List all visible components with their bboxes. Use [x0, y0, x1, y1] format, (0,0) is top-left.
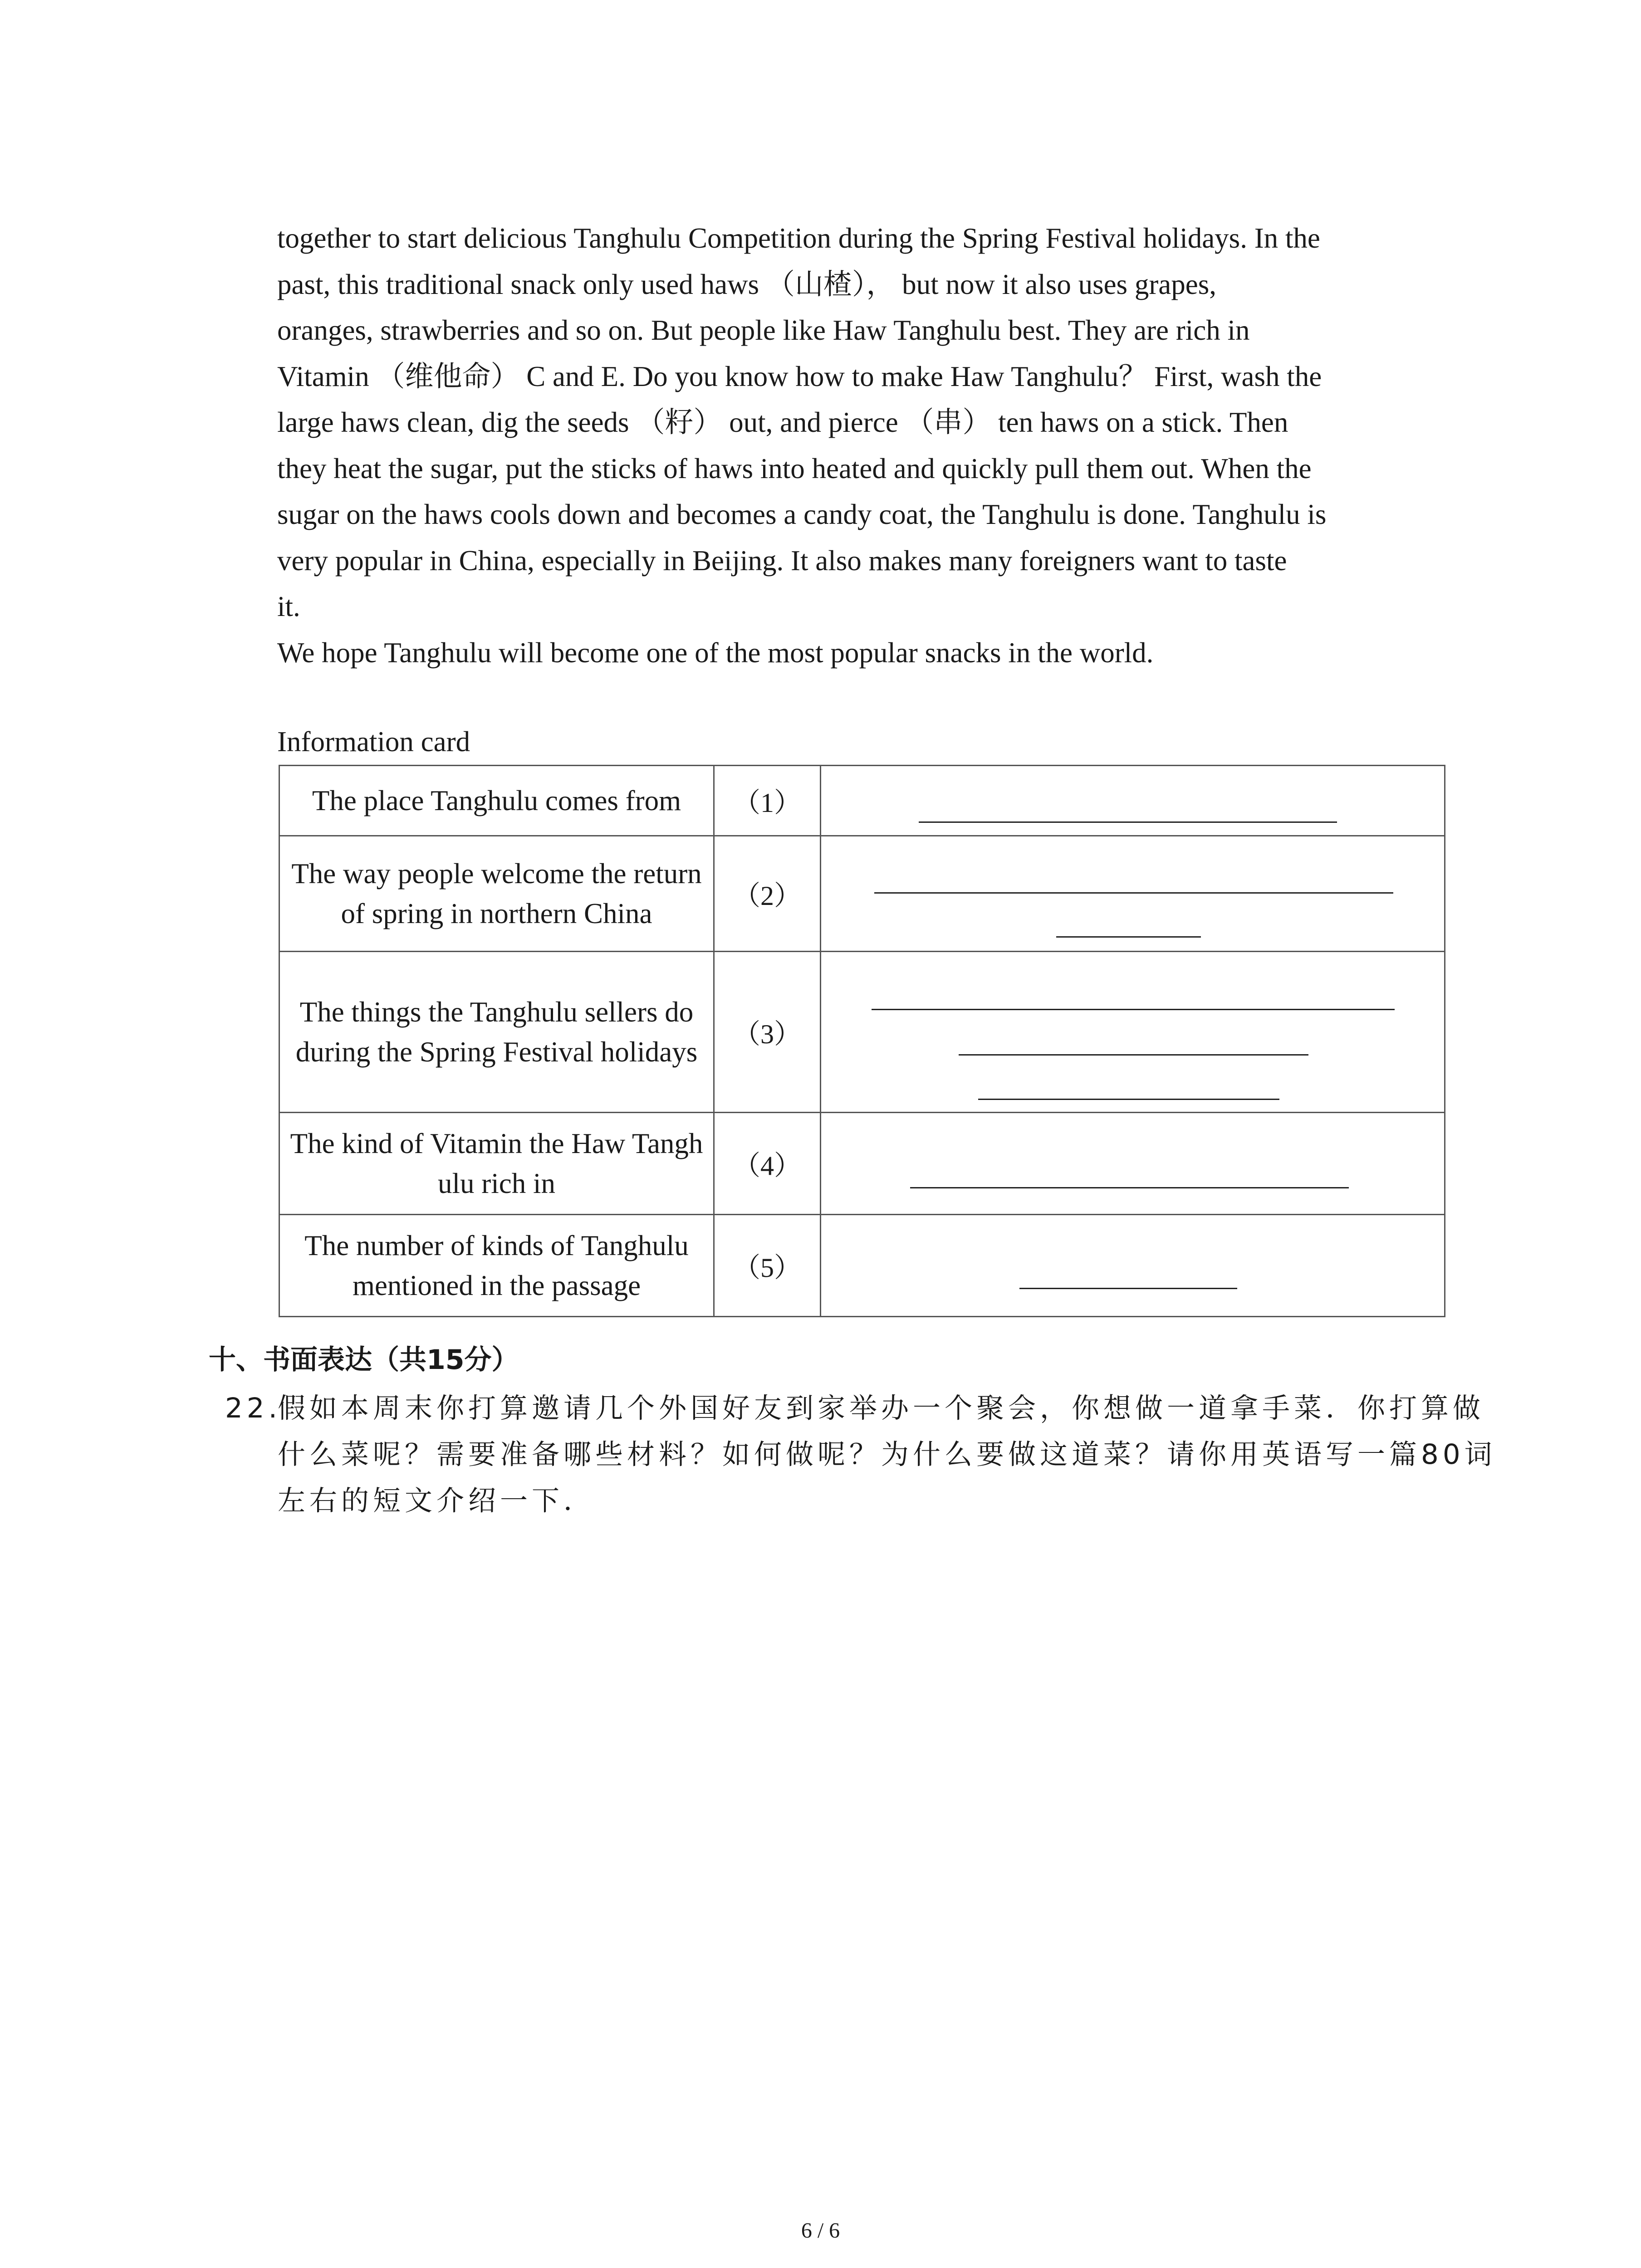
answer-line [872, 1009, 1395, 1010]
table-row [279, 1215, 1445, 1317]
table-row [279, 766, 1445, 836]
row-description: The things the Tanghulu sellers do during the Spring Festival holidays [279, 952, 714, 1113]
passage-line: past, this traditional snack only used haws （山楂）， but now it also uses grapes, [277, 268, 1216, 300]
answer-line [919, 821, 1337, 823]
answer-blank[interactable] [821, 836, 1445, 952]
question-line: 什么菜呢？需要准备哪些材料？如何做呢？为什么要做这道菜？请你用英语写一篇80词 [278, 1438, 1496, 1471]
table-row [279, 952, 1445, 1113]
row-number: （1） [714, 766, 821, 836]
information-card-table [279, 765, 1445, 1317]
answer-blank[interactable] [821, 952, 1445, 1113]
passage-line: it. [277, 591, 300, 622]
passage-line: sugar on the haws cools down and becomes a candy coat, the Tanghulu is done. Tanghulu is [277, 499, 1327, 530]
question-number: 22. [225, 1392, 282, 1424]
row-number: （2） [714, 836, 821, 952]
answer-blank[interactable] [821, 1215, 1445, 1317]
answer-line [874, 892, 1393, 894]
card-title: Information card [277, 726, 470, 758]
answer-blank[interactable] [821, 1113, 1445, 1215]
answer-line [959, 1054, 1308, 1056]
row-description: The place Tanghulu comes from [279, 766, 714, 836]
row-description: The number of kinds of Tanghulu mentioned in the passage [279, 1215, 714, 1317]
answer-line [978, 1099, 1279, 1100]
row-description: The kind of Vitamin the Haw Tanghulu rich in [279, 1113, 714, 1215]
answer-line [1019, 1288, 1237, 1289]
question-line: 左右的短文介绍一下． [278, 1485, 596, 1517]
table-row [279, 836, 1445, 952]
passage-line: oranges, strawberries and so on. But people like Haw Tanghulu best. They are rich in [277, 314, 1250, 346]
answer-line [910, 1187, 1349, 1188]
row-number: （5） [714, 1215, 821, 1317]
row-number: （4） [714, 1113, 821, 1215]
question-line: 假如本周末你打算邀请几个外国好友到家举办一个聚会，你想做一道拿手菜．你打算做 [278, 1392, 1485, 1424]
answer-line [1056, 936, 1201, 938]
passage-closing: We hope Tanghulu will become one of the most popular snacks in the world. [277, 636, 1154, 669]
passage-line: Vitamin （维他命） C and E. Do you know how to make Haw Tanghulu？ First, wash the [277, 360, 1322, 392]
section-heading: 十、书面表达（共15分） [209, 1344, 519, 1376]
answer-blank[interactable] [821, 766, 1445, 836]
passage-line: they heat the sugar, put the sticks of haws into heated and quickly pull them out. When the [277, 452, 1312, 484]
passage-line: very popular in China, especially in Beijing. It also makes many foreigners want to taste [277, 544, 1287, 577]
passage-line: large haws clean, dig the seeds （籽） out, and pierce （串） ten haws on a stick. Then [277, 406, 1288, 438]
row-description: The way people welcome the return of spring in northern China [279, 836, 714, 952]
passage [277, 215, 1458, 676]
table-row [279, 1113, 1445, 1215]
passage-line: together to start delicious Tanghulu Competition during the Spring Festival holidays. In the [277, 222, 1320, 254]
row-number: （3） [714, 952, 821, 1113]
page-number: 6 / 6 [801, 2219, 840, 2243]
